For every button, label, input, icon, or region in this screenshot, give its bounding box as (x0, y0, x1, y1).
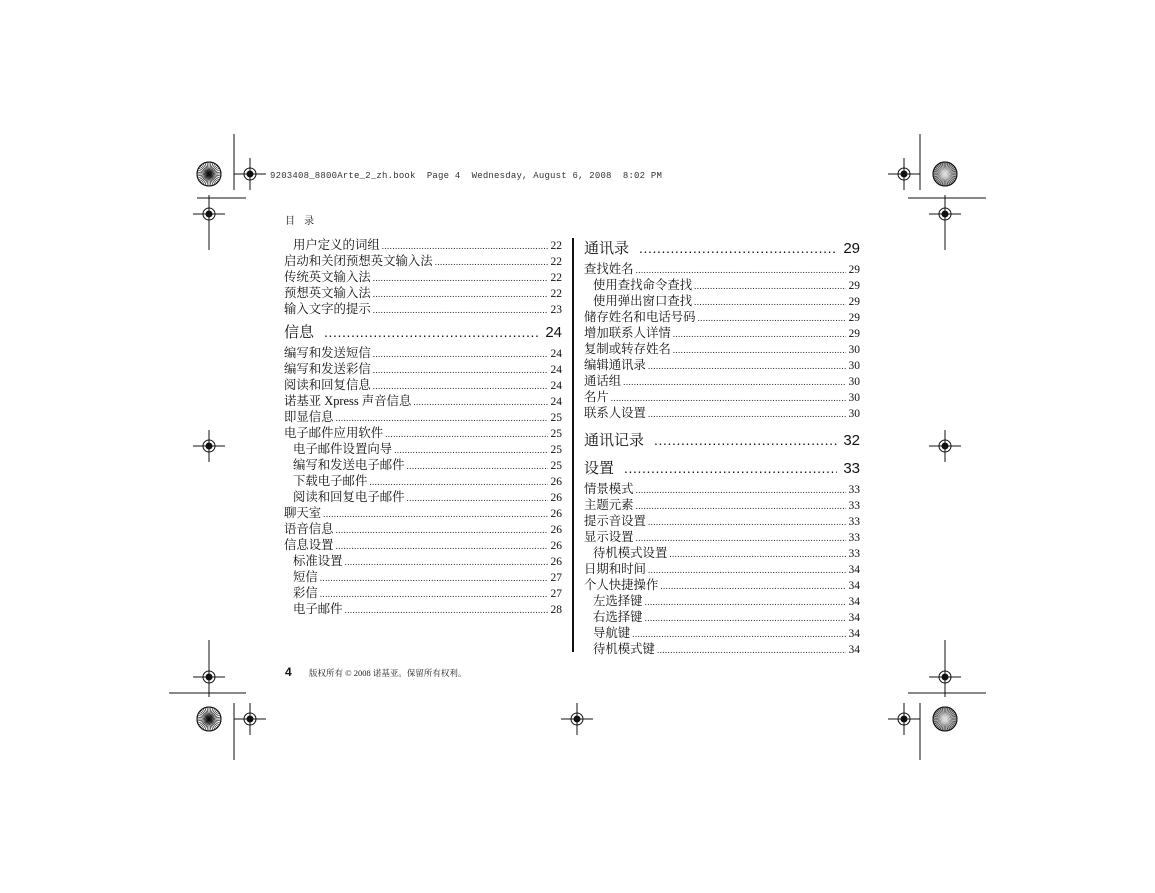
dot-leader (657, 642, 846, 658)
dot-leader (373, 346, 548, 362)
entry-page: 33 (848, 532, 860, 544)
dot-leader (407, 458, 548, 474)
registration-mark-icon (888, 158, 920, 190)
toc-entry[interactable] (584, 405, 860, 421)
toc-section-contacts[interactable] (584, 235, 860, 261)
section-page: 33 (843, 460, 860, 477)
entry-page: 28 (550, 604, 562, 616)
toc-left-column (284, 237, 562, 617)
entry-page: 29 (848, 312, 860, 324)
toc-section-messages[interactable] (284, 319, 562, 345)
toc-entry[interactable] (584, 609, 860, 625)
entry-title: 标准设置 (293, 554, 343, 568)
dot-leader (648, 406, 846, 422)
section-title: 设置 (584, 460, 615, 477)
entry-page: 24 (550, 380, 562, 392)
entry-title: 传统英文输入法 (284, 270, 371, 284)
dot-leader (611, 390, 846, 406)
dot-leader (698, 310, 846, 326)
entry-page: 25 (550, 460, 562, 472)
entry-page: 30 (848, 408, 860, 420)
dot-leader (648, 562, 846, 578)
entry-page: 24 (550, 348, 562, 360)
entry-page: 30 (848, 360, 860, 372)
dot-leader (373, 362, 548, 378)
entry-title: 使用查找命令查找 (593, 278, 693, 292)
toc-entry[interactable] (284, 537, 562, 553)
toc-entry[interactable] (284, 377, 562, 393)
entry-page: 30 (848, 392, 860, 404)
dot-leader (345, 602, 548, 618)
dot-leader (636, 498, 846, 514)
dot-leader (385, 426, 547, 442)
toc-entry[interactable] (584, 513, 860, 529)
toc-entry[interactable] (584, 625, 860, 641)
toc-entry[interactable] (284, 489, 562, 505)
toc-entry[interactable] (584, 325, 860, 341)
entry-title: 增加联系人详情 (584, 326, 671, 340)
page-number: 4 (285, 665, 292, 679)
entry-page: 26 (550, 556, 562, 568)
dot-leader (645, 610, 846, 626)
entry-page: 29 (848, 296, 860, 308)
dot-leader (323, 506, 547, 522)
toc-entry[interactable] (284, 441, 562, 457)
registration-mark-icon (234, 703, 266, 735)
toc-messages-entries (284, 345, 562, 617)
entry-title: 日期和时间 (584, 562, 646, 576)
entry-title: 导航键 (593, 626, 631, 640)
dot-leader (407, 490, 548, 506)
dot-leader (632, 626, 845, 642)
entry-title: 提示音设置 (584, 514, 646, 528)
entry-title: 待机模式设置 (593, 546, 668, 560)
entry-title: 聊天室 (284, 506, 322, 520)
entry-title: 语音信息 (284, 522, 334, 536)
toc-entry[interactable] (584, 481, 860, 497)
entry-title: 启动和关闭预想英文输入法 (284, 254, 433, 268)
entry-page: 34 (848, 580, 860, 592)
toc-entry[interactable] (284, 585, 562, 601)
entry-title: 下载电子邮件 (293, 474, 368, 488)
toc-entry[interactable] (284, 393, 562, 409)
entry-page: 22 (550, 256, 562, 268)
dot-leader (669, 546, 845, 562)
toc-entry[interactable] (284, 301, 562, 317)
toc-entry[interactable] (284, 521, 562, 537)
dot-leader (648, 514, 846, 530)
copyright-notice: 版权所有 © 2008 诺基亚。保留所有权利。 (309, 668, 467, 678)
dot-leader (673, 342, 846, 358)
dot-leader (636, 530, 846, 546)
entry-title: 右选择键 (593, 610, 643, 624)
toc-entry[interactable] (284, 285, 562, 301)
entry-title: 信息设置 (284, 538, 334, 552)
toc-entry[interactable] (284, 237, 562, 253)
dot-leader (336, 522, 548, 538)
toc-entry[interactable] (584, 293, 860, 309)
entry-title: 阅读和回复电子邮件 (293, 490, 405, 504)
entry-title: 储存姓名和电话号码 (584, 310, 696, 324)
entry-title: 名片 (584, 390, 609, 404)
toc-entry[interactable] (584, 309, 860, 325)
dot-leader (373, 378, 548, 394)
entry-page: 34 (848, 612, 860, 624)
entry-page: 33 (848, 516, 860, 528)
entry-page: 25 (550, 428, 562, 440)
dot-leader (645, 594, 846, 610)
entry-page: 26 (550, 492, 562, 504)
registration-mark-icon (888, 703, 920, 735)
toc-entry[interactable] (284, 361, 562, 377)
entry-title: 个人快捷操作 (584, 578, 659, 592)
entry-page: 26 (550, 540, 562, 552)
section-title: 信息 (284, 324, 315, 341)
entry-page: 26 (550, 476, 562, 488)
dot-leader (369, 474, 547, 490)
entry-title: 诺基亚 Xpress 声音信息 (284, 394, 412, 408)
dot-leader (373, 270, 548, 286)
dot-leader (373, 302, 548, 318)
entry-title: 输入文字的提示 (284, 302, 371, 316)
toc-entry[interactable] (584, 529, 860, 545)
entry-page: 34 (848, 564, 860, 576)
entry-title: 使用弹出窗口查找 (593, 294, 693, 308)
toc-contacts-entries (584, 261, 860, 421)
entry-page: 26 (550, 524, 562, 536)
color-bar-starburst-icon (933, 162, 957, 186)
toc-entry[interactable] (584, 593, 860, 609)
dot-leader (336, 410, 548, 426)
entry-page: 33 (848, 500, 860, 512)
toc-entry[interactable] (284, 569, 562, 585)
registration-mark-icon (929, 430, 961, 462)
entry-page: 30 (848, 344, 860, 356)
toc-entry[interactable] (584, 357, 860, 373)
toc-entry[interactable] (284, 253, 562, 269)
toc-entry[interactable] (584, 261, 860, 277)
toc-entry[interactable] (284, 473, 562, 489)
entry-page: 22 (550, 288, 562, 300)
entry-page: 34 (848, 596, 860, 608)
section-page: 29 (843, 240, 860, 257)
dot-leader (648, 358, 846, 374)
toc-entry[interactable] (584, 641, 860, 657)
entry-page: 33 (848, 484, 860, 496)
entry-page: 22 (550, 240, 562, 252)
entry-title: 即显信息 (284, 410, 334, 424)
entry-page: 34 (848, 644, 860, 656)
entry-title: 预想英文输入法 (284, 286, 371, 300)
registration-mark-icon (561, 703, 593, 735)
entry-title: 电子邮件应用软件 (284, 426, 384, 440)
toc-entry[interactable] (584, 545, 860, 561)
entry-title: 编写和发送彩信 (284, 362, 371, 376)
toc-entry[interactable] (284, 553, 562, 569)
column-divider (572, 238, 574, 652)
entry-title: 编写和发送短信 (284, 346, 371, 360)
dot-leader (382, 238, 548, 254)
section-title: 通讯记录 (584, 432, 645, 449)
entry-page: 29 (848, 280, 860, 292)
entry-title: 彩信 (293, 586, 318, 600)
dot-leader (435, 254, 548, 270)
entry-title: 主题元素 (584, 498, 634, 512)
entry-page: 24 (550, 364, 562, 376)
entry-page: 27 (550, 588, 562, 600)
registration-mark-icon (193, 198, 225, 230)
dot-leader (320, 570, 548, 586)
toc-lead-entries (284, 237, 562, 317)
dot-leader (639, 235, 837, 261)
entry-title: 电子邮件设置向导 (293, 442, 393, 456)
entry-title: 电子邮件 (293, 602, 343, 616)
entry-page: 29 (848, 264, 860, 276)
entry-page: 26 (550, 508, 562, 520)
file-header: 9203408_8800Arte_2_zh.book Page 4 Wednesday, August 6, 2008 8:02 PM (270, 171, 663, 181)
dot-leader (324, 319, 539, 345)
toc-entry[interactable] (284, 269, 562, 285)
entry-title: 编辑通讯录 (584, 358, 646, 372)
toc-section-settings[interactable] (584, 455, 860, 481)
dot-leader (624, 455, 837, 481)
toc-entry[interactable] (284, 425, 562, 441)
dot-leader (413, 394, 547, 410)
entry-page: 24 (550, 396, 562, 408)
section-page: 32 (843, 432, 860, 449)
entry-title: 阅读和回复信息 (284, 378, 371, 392)
toc-entry[interactable] (584, 341, 860, 357)
dot-leader (660, 578, 845, 594)
toc-entry[interactable] (584, 389, 860, 405)
registration-mark-icon (193, 661, 225, 693)
dot-leader (694, 278, 845, 294)
dot-leader (320, 586, 548, 602)
entry-page: 33 (848, 548, 860, 560)
color-bar-starburst-icon (197, 162, 221, 186)
toc-entry[interactable] (584, 561, 860, 577)
dot-leader (636, 262, 846, 278)
entry-title: 复制或转存姓名 (584, 342, 671, 356)
dot-leader (636, 482, 846, 498)
toc-entry[interactable] (584, 277, 860, 293)
dot-leader (694, 294, 845, 310)
entry-title: 编写和发送电子邮件 (293, 458, 405, 472)
entry-title: 联系人设置 (584, 406, 646, 420)
color-bar-starburst-icon (197, 707, 221, 731)
entry-page: 29 (848, 328, 860, 340)
entry-page: 22 (550, 272, 562, 284)
dot-leader (345, 554, 548, 570)
entry-page: 23 (550, 304, 562, 316)
entry-page: 30 (848, 376, 860, 388)
toc-entry[interactable] (284, 409, 562, 425)
toc-entry[interactable] (284, 601, 562, 617)
registration-mark-icon (234, 158, 266, 190)
entry-title: 查找姓名 (584, 262, 634, 276)
toc-settings-entries (584, 481, 860, 657)
entry-title: 短信 (293, 570, 318, 584)
entry-page: 25 (550, 444, 562, 456)
dot-leader (623, 374, 845, 390)
toc-entry[interactable] (584, 577, 860, 593)
registration-mark-icon (929, 661, 961, 693)
toc-entry[interactable] (584, 497, 860, 513)
running-head: 目 录 (285, 216, 318, 227)
entry-title: 用户定义的词组 (293, 238, 380, 252)
entry-page: 34 (848, 628, 860, 640)
toc-entry[interactable] (584, 373, 860, 389)
entry-title: 显示设置 (584, 530, 634, 544)
dot-leader (336, 538, 548, 554)
entry-page: 25 (550, 412, 562, 424)
dot-leader (654, 427, 837, 453)
section-page: 24 (545, 324, 562, 341)
dot-leader (394, 442, 547, 458)
entry-page: 27 (550, 572, 562, 584)
entry-title: 左选择键 (593, 594, 643, 608)
toc-entry[interactable] (284, 505, 562, 521)
dot-leader (673, 326, 846, 342)
registration-mark-icon (193, 430, 225, 462)
toc-section-log[interactable] (584, 427, 860, 453)
toc-right-column (584, 237, 860, 657)
toc-entry[interactable] (284, 345, 562, 361)
toc-entry[interactable] (284, 457, 562, 473)
color-bar-starburst-icon (933, 707, 957, 731)
dot-leader (373, 286, 548, 302)
entry-title: 待机模式键 (593, 642, 655, 656)
entry-title: 通话组 (584, 374, 622, 388)
section-title: 通讯录 (584, 240, 630, 257)
registration-mark-icon (929, 198, 961, 230)
entry-title: 情景模式 (584, 482, 634, 496)
